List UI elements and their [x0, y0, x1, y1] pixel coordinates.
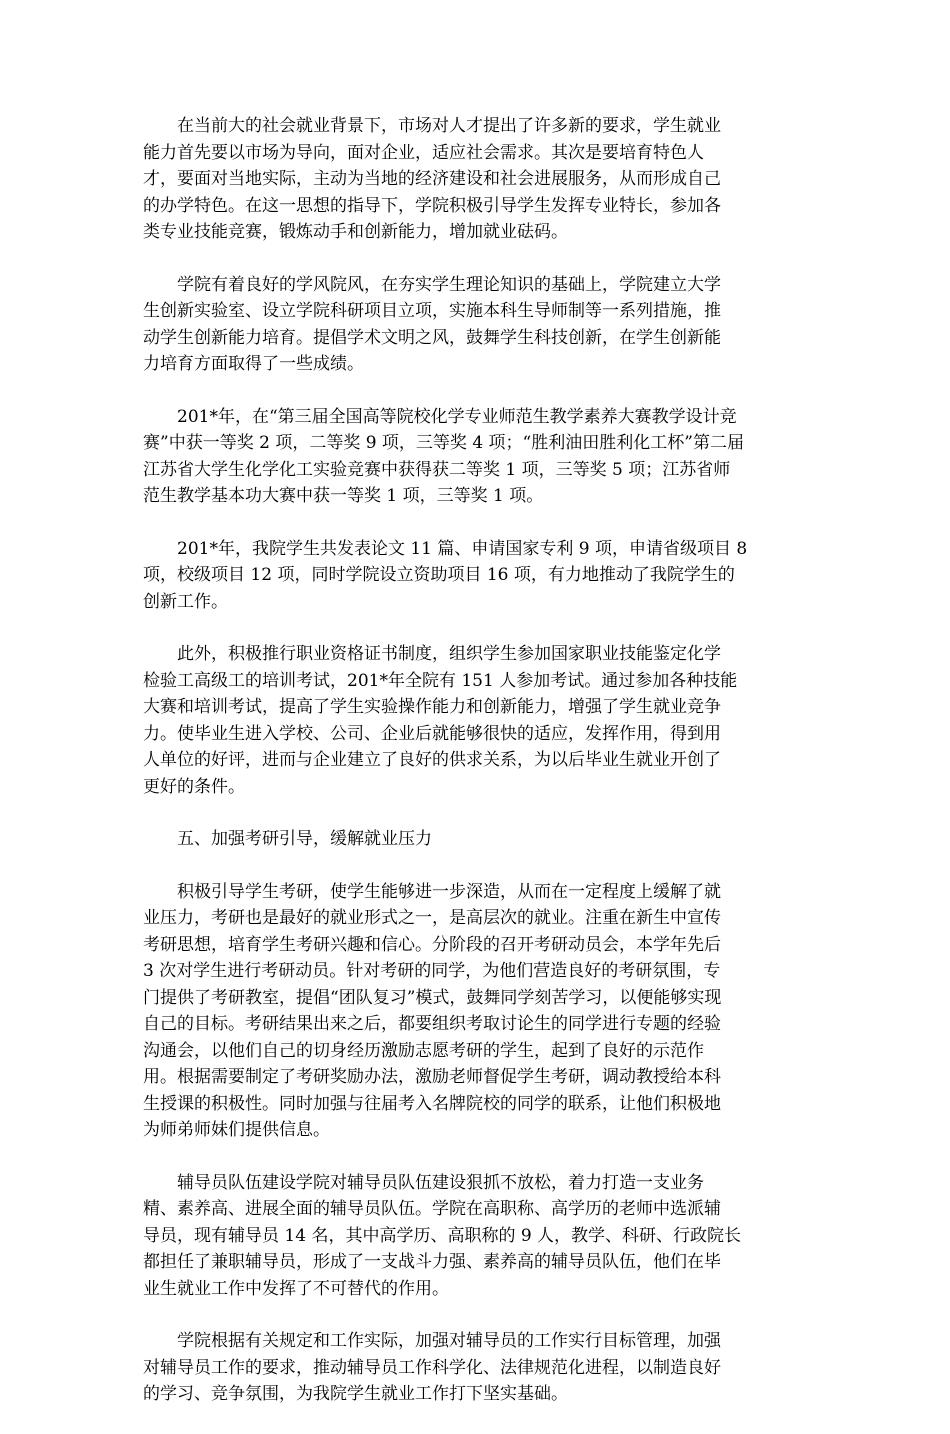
paragraph-papers-patents: 201*年，我院学生共发表论文 11 篇、申请国家专利 9 项，申请省级项目 8 项，校级项目 12 项，同时学院设立资助项目 16 项，有力地推动了我院学生的 创新工作。	[143, 538, 748, 612]
paragraph-employment-background: 在当前大的社会就业背景下，市场对人才提出了许多新的要求，学生就业 能力首先要以市场为导向，面对企业，适应社会需求。其次是要培育特色人 才，要面对当地实际，主动为当地的经济建设和社会进展服务，从而形成自己 的办学特色。在这一思想的指导下，学院积极引导学生发挥专业特长，参加各 类专业技能竞赛，锻炼动手和创新能力，增加就业砝码。	[143, 116, 721, 242]
section-heading-graduate-exam: 五、加强考研引导，缓解就业压力	[177, 829, 432, 849]
paragraph-competition-awards: 201*年，在“第三届全国高等院校化学专业师范生教学素养大赛教学设计竞 赛”中获一等奖 2 项，二等奖 9 项，三等奖 4 项；“胜利油田胜利化工杯”第二届 江苏省大学生化学化工实验竞赛中获得获二等奖 1 项，三等奖 5 项；江苏省师 范生教学基本功大赛中获一等奖 1 项，三等奖 1 项。	[143, 406, 744, 506]
paragraph-study-atmosphere: 学院有着良好的学风院风，在夯实学生理论知识的基础上，学院建立大学 生创新实验室、设立学院科研项目立项，实施本科生导师制等一系列措施，推 动学生创新能力培育。提倡学术文明之风，鼓舞学生科技创新，在学生创新能 力培育方面取得了一些成绩。	[143, 274, 721, 374]
paragraph-counselor-team: 辅导员队伍建设学院对辅导员队伍建设狠抓不放松，着力打造一支业务 精、素养高、进展全面的辅导员队伍。学院在高职称、高学历的老师中选派辅 导员，现有辅导员 14 名，其中高学历、高职称的 9 人，教学、科研、行政院长 都担任了兼职辅导员，形成了一支战斗力强、素养高的辅导员队伍，他们在毕 业生就业工作中发挥了不可替代的作用。	[143, 1172, 742, 1299]
paragraph-graduate-exam-guidance: 积极引导学生考研，使学生能够进一步深造，从而在一定程度上缓解了就 业压力，考研也是最好的就业形式之一，是高层次的就业。注重在新生中宣传 考研思想，培育学生考研兴趣和信心。分阶段的召开考研动员会，本学年先后 3 次对学生进行考研动员。针对考研的同学，为他们营造良好的考研氛围，专 门提供了考研教室，提倡“团队复习”模式，鼓舞同学刻苦学习，以便能够实现 自己的目标。考研结果出来之后，都要组织考取讨论生的同学进行专题的经验 沟通会，以他们自己的切身经历激励志愿考研的学生，起到了良好的示范作 用。根据需要制定了考研奖励办法，激励老师督促学生考研，调动教授给本科 生授课的积极性。同时加强与往届考入名牌院校的同学的联系，让他们积极地 为师弟师妹们提供信息。	[143, 881, 722, 1140]
paragraph-vocational-certificates: 此外，积极推行职业资格证书制度，组织学生参加国家职业技能鉴定化学 检验工高级工的培训考试，201*年全院有 151 人参加考试。通过参加各种技能 大赛和培训考试，提高了学生实验操作能力和创新能力，增强了学生就业竞争 力。使毕业生进入学校、公司、企业后就能够很快的适应，发挥作用，得到用 人单位的好评，进而与企业建立了良好的供求关系，为以后毕业生就业开创了 更好的条件。	[143, 644, 738, 797]
document-body	[143, 113, 808, 1434]
paragraph-counselor-management: 学院根据有关规定和工作实际，加强对辅导员的工作实行目标管理，加强 对辅导员工作的要求，推动辅导员工作科学化、法律规范化进程，以制造良好 的学习、竞争氛围，为我院学生就业工作打下坚实基础。	[143, 1331, 721, 1404]
